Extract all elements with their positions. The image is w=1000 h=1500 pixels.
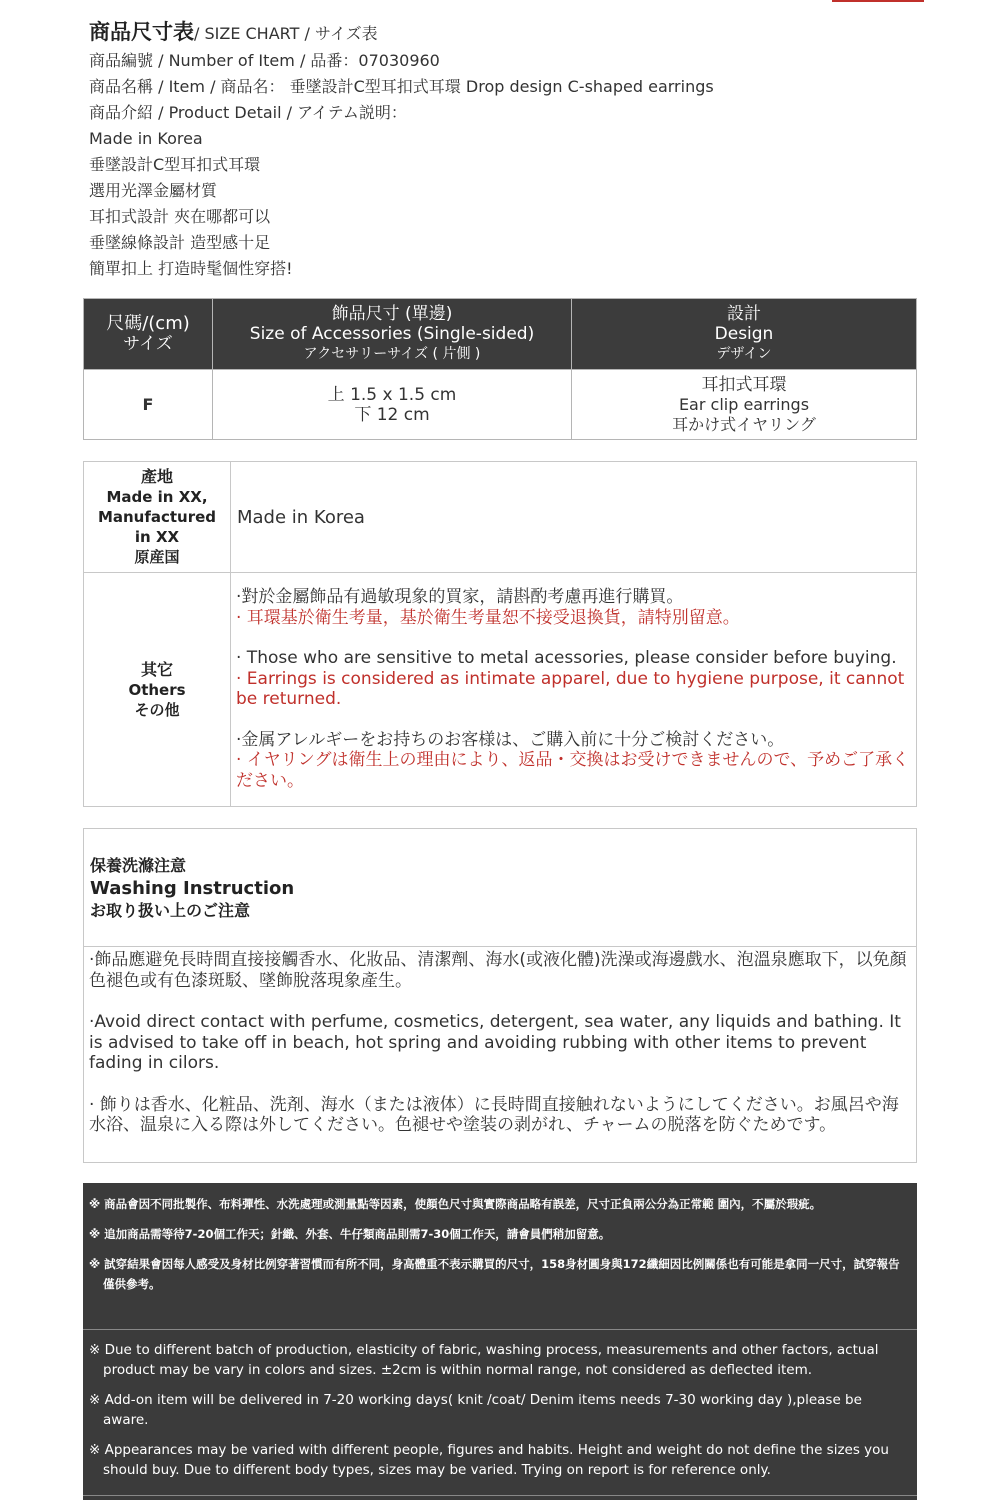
origin-others-table <box>83 461 917 807</box>
washing-text-jp: · 飾りは香水、化粧品、洗剤、海水（または液体）に長時間直接触れないようにしてください。お風呂や海水浴、温泉に入る際は外してください。色褪せや塗装の剥がれ、チャームの脱落を防ぐためです。 <box>89 1094 899 1135</box>
disclaimer-item: ※ Due to different batch of production, elasticity of fabric, washing process, measurements and other factors, actual product may be vary in colors and sizes. ±2cm is within normal range, not considered as deflected item. <box>89 1342 879 1378</box>
detail-line: Made in Korea <box>89 129 203 148</box>
size-chart-subtitle: / SIZE CHART / サイズ表 <box>194 24 378 43</box>
divider <box>84 946 916 947</box>
washing-instruction-box <box>83 828 917 1163</box>
product-header <box>89 18 919 282</box>
disclaimer-en <box>89 1340 905 1490</box>
detail-label: 商品介紹 / Product Detail / アイテム説明： <box>89 103 407 122</box>
size-chart-title: 商品尺寸表 <box>89 20 194 44</box>
page-title <box>89 18 919 48</box>
table-row <box>84 370 917 440</box>
origin-row <box>84 462 917 573</box>
return-warning-en: · Earrings is considered as intimate apparel, due to hygiene purpose, it cannot be returned. <box>236 668 905 709</box>
size-table <box>83 298 917 440</box>
washing-title: 保養洗滌注意 Washing Instruction お取り扱い上のご注意 <box>90 856 295 920</box>
detail-line: 選用光澤金屬材質 <box>89 181 218 200</box>
return-warning-zh: · 耳環基於衛生考量，基於衛生考量恕不接受退換貨，請特別留意。 <box>236 607 740 628</box>
column-header-design: 設計 Design デザイン <box>572 299 917 370</box>
item-name: 商品名稱 / Item / 商品名： 垂墜設計C型耳扣式耳環 Drop design C-shaped earrings <box>89 77 714 96</box>
dimension-cell: 上 1.5 x 1.5 cm 下 12 cm <box>213 370 572 440</box>
detail-line: 垂墜設計C型耳扣式耳環 <box>89 155 261 174</box>
disclaimer-panel <box>83 1183 917 1500</box>
washing-body <box>89 950 911 1136</box>
allergy-note-jp: ·金属アレルギーをお持ちのお客様は、ご購入前に十分ご検討ください。 <box>236 729 785 750</box>
disclaimer-item: ※ Appearances may be varied with different people, figures and habits. Height and weight do not define the sizes you should buy. Due to different body types, sizes may be varied. Trying on report is for reference only. <box>89 1442 889 1478</box>
column-header-accessory-size: 飾品尺寸 (單邊) Size of Accessories (Single-sided) アクセサリーサイズ ( 片側 ) <box>213 299 572 370</box>
origin-label: 產地 Made in XX, Manufactured in XX 原産国 <box>84 462 231 573</box>
disclaimer-item: ※ 商品會因不同批製作、布料彈性、水洗處理或測量點等因素，使顏色尺寸與實際商品略有誤差，尺寸正負兩公分為正常範 圍內，不屬於瑕疵。 <box>89 1197 822 1211</box>
detail-line: 耳扣式設計 夾在哪都可以 <box>89 207 271 226</box>
disclaimer-zh <box>89 1194 905 1304</box>
disclaimer-item: ※ Add-on item will be delivered in 7-20 working days( knit /coat/ Denim items needs 7-30 working day ),please be aware. <box>89 1392 862 1428</box>
washing-text-en: ·Avoid direct contact with perfume, cosmetics, detergent, sea water, any liquids and bathing. It is advised to take off in beach, hot spring and avoiding rubbing with other items to prevent fading in cilors. <box>89 1012 901 1073</box>
allergy-note-en: · Those who are sensitive to metal acessories, please consider before buying. <box>236 648 897 668</box>
return-warning-jp: · イヤリングは衛生上の理由により、返品・交換はお受けできませんので、予めご了承ください。 <box>236 750 910 791</box>
size-table-header <box>84 299 917 370</box>
divider <box>83 1495 917 1496</box>
detail-line: 垂墜線條設計 造型感十足 <box>89 233 271 252</box>
others-notes <box>231 573 917 807</box>
others-row <box>84 573 917 807</box>
item-number: 商品編號 / Number of Item / 品番：07030960 <box>89 51 440 70</box>
detail-line: 簡單扣上 打造時髦個性穿搭! <box>89 259 293 278</box>
washing-text-zh: ·飾品應避免長時間直接接觸香水、化妝品、清潔劑、海水(或液化體)洗澡或海邊戲水、泡溫泉應取下，以免顏色褪色或有色漆斑駁、墜飾脫落現象產生。 <box>89 950 907 991</box>
disclaimer-item: ※ 試穿結果會因每人感受及身材比例穿著習慣而有所不同，身高體重不表示購買的尺寸，158身材圓身與172纖細因比例關係也有可能是拿同一尺寸，試穿報告僅供參考。 <box>89 1257 900 1291</box>
origin-value: Made in Korea <box>231 462 917 573</box>
others-label: 其它 Others その他 <box>84 573 231 807</box>
design-cell: 耳扣式耳環 Ear clip earrings 耳かけ式イヤリング <box>572 370 917 440</box>
divider <box>83 1329 917 1330</box>
column-header-size: 尺碼/(cm) サイズ <box>84 299 213 370</box>
size-cell: F <box>84 370 213 440</box>
top-accent-bar <box>832 0 924 2</box>
allergy-note-zh: ·對於金屬飾品有過敏現象的買家，請斟酌考慮再進行購買。 <box>236 587 684 607</box>
disclaimer-item: ※ 追加商品需等待7-20個工作天；針織、外套、牛仔類商品則需7-30個工作天，請會員們稍加留意。 <box>89 1227 611 1241</box>
